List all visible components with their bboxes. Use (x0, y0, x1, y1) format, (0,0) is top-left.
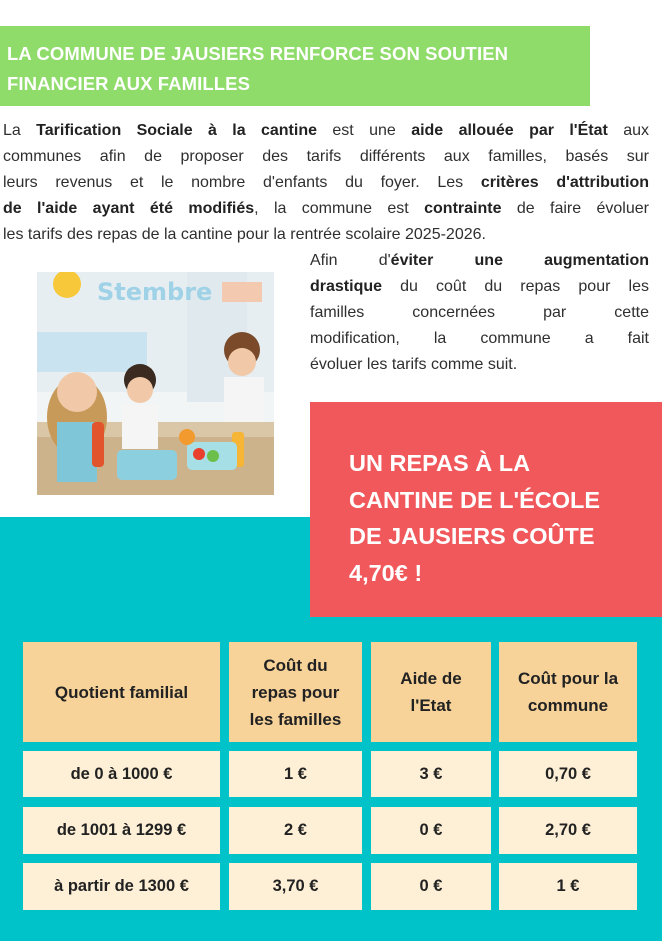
explanation-paragraph (310, 248, 649, 378)
table-cell: 3,70 € (229, 863, 362, 910)
intro-line: communes afin de proposer des tarifs différents aux familles, basés sur (3, 148, 649, 165)
intro-line: de l'aide ayant été modifiés, la commune est contrainte de faire évoluer (3, 200, 649, 217)
side-line: drastique du coût du repas pour les (310, 278, 649, 295)
callout-line-3: DE JAUSIERS COÛTE (349, 523, 595, 549)
side-line: Afin d'éviter une augmentation (310, 252, 649, 269)
callout-line-2: CANTINE DE L'ÉCOLE (349, 486, 601, 513)
banner-title-line-1: LA COMMUNE DE JAUSIERS RENFORCE SON SOUTIEN (7, 43, 509, 64)
intro-line: La Tarification Sociale à la cantine est une aide allouée par l'État aux (3, 122, 650, 139)
callout-line-4: 4,70€ ! (349, 559, 423, 586)
title-banner (0, 26, 590, 106)
table-cell: 0 € (371, 863, 491, 910)
canteen-children-photo (37, 272, 274, 495)
table-cell: à partir de 1300 € (23, 863, 220, 910)
table-cell: 0 € (371, 807, 491, 854)
intro-line: leurs revenus et le nombre d'enfants du foyer. Les critères d'attribution (3, 174, 650, 191)
callout-line-1: UN REPAS À LA (349, 450, 531, 476)
table-cell: 1 € (499, 863, 637, 910)
intro-line: les tarifs des repas de la cantine pour la rentrée scolaire 2025-2026. (3, 226, 486, 243)
banner-title-line-2: FINANCIER AUX FAMILLES (7, 73, 251, 94)
table-cell: 2,70 € (499, 807, 637, 854)
photo-illustration (37, 272, 274, 495)
table-cell: 1 € (229, 751, 362, 797)
side-line: familles concernées par cette (310, 304, 649, 321)
intro-paragraph (3, 118, 649, 248)
table-header-commune-cost: Coût pour la commune (499, 642, 637, 742)
table-header-quotient: Quotient familial (23, 642, 220, 742)
table-header-state-aid: Aide de l'Etat (371, 642, 491, 742)
side-line: évoluer les tarifs comme suit. (310, 356, 518, 373)
table-cell: de 0 à 1000 € (23, 751, 220, 797)
meal-price-callout (310, 402, 662, 617)
wall-lettering: Stembre (97, 278, 213, 306)
table-cell: 3 € (371, 751, 491, 797)
table-cell: 0,70 € (499, 751, 637, 797)
side-line: modification, la commune a fait (310, 330, 649, 347)
table-cell: de 1001 à 1299 € (23, 807, 220, 854)
table-header-meal-cost: Coût du repas pour les familles (229, 642, 362, 742)
table-cell: 2 € (229, 807, 362, 854)
